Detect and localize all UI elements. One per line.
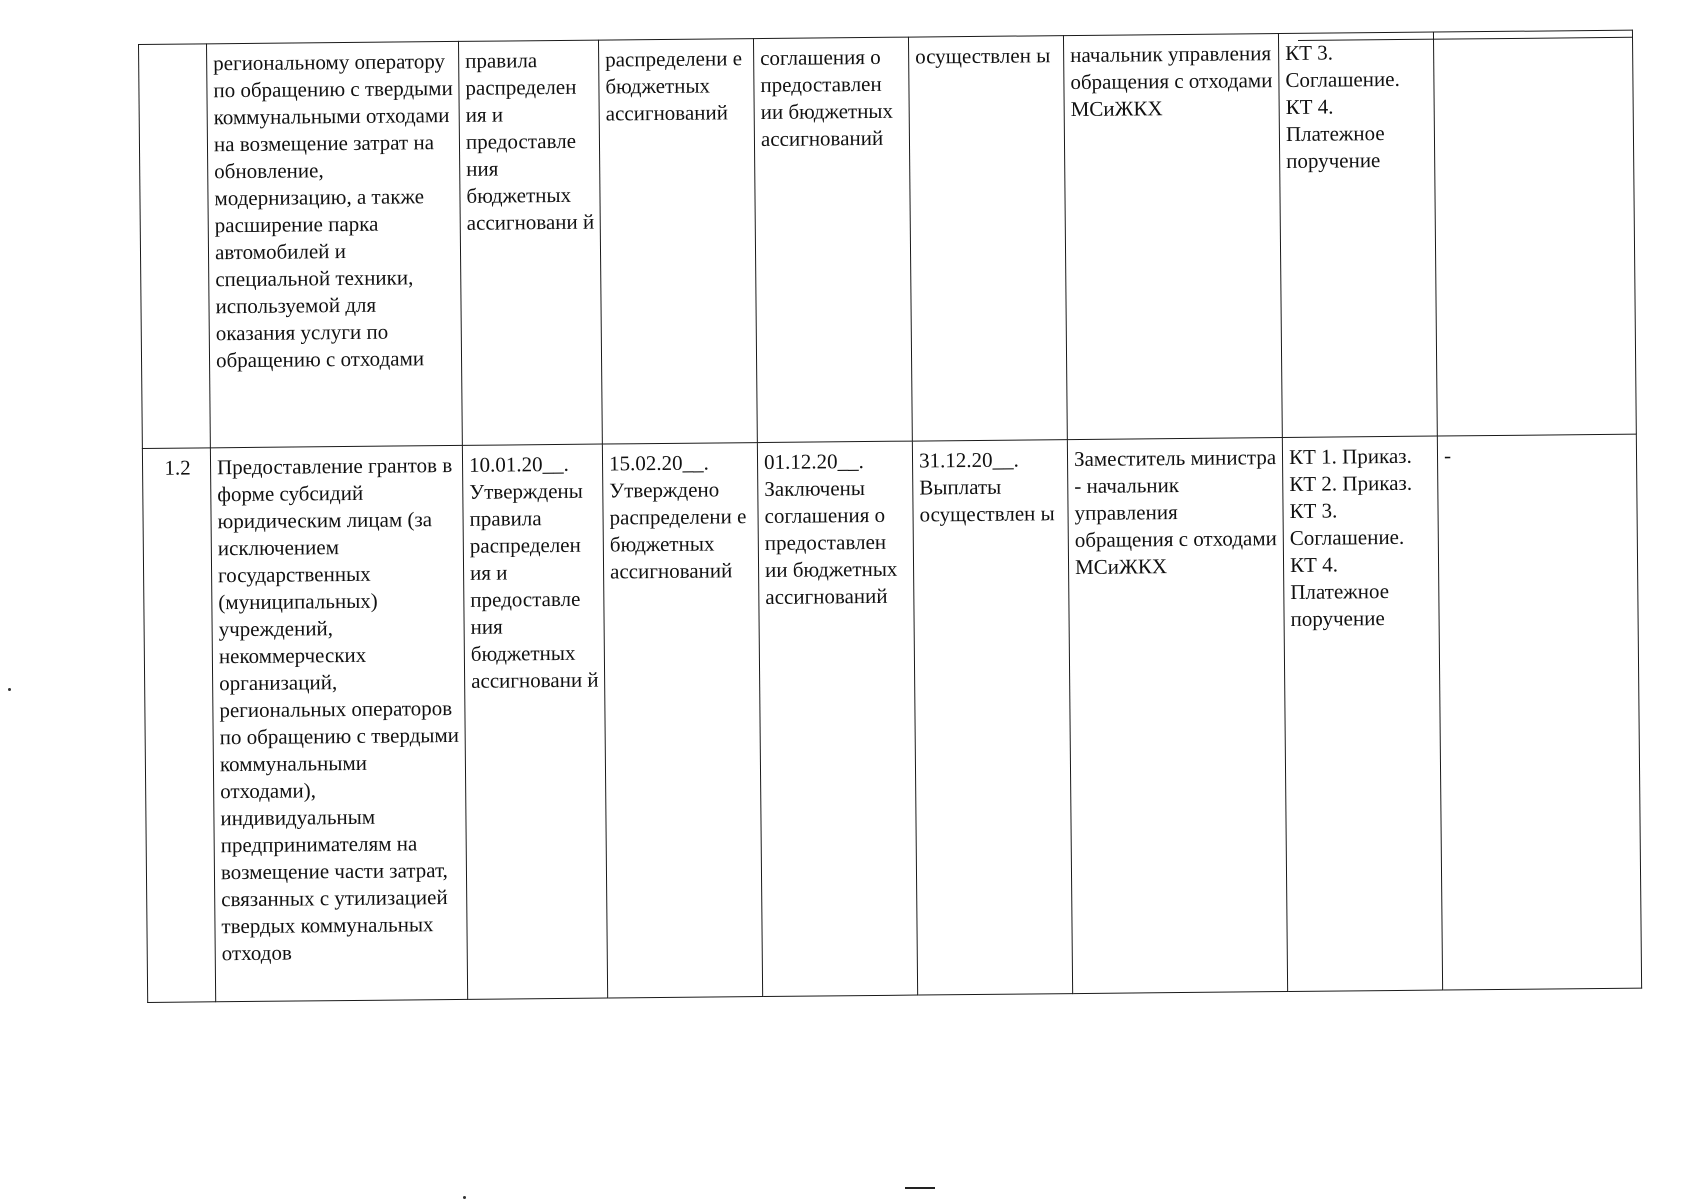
control-point-1-cell: правила распределен ия и предоставле ния бюджетных ассигновани й — [458, 40, 602, 445]
control-point-4-cell: 31.12.20__. Выплаты осуществлен ы — [912, 440, 1072, 995]
control-point-2-cell: распределени е бюджетных ассигнований — [598, 39, 757, 444]
responsible-cell: Заместитель министра - начальник управления обращения с отходами МСиЖКХ — [1067, 438, 1287, 994]
scan-speck — [463, 1196, 466, 1199]
control-point-3-cell: соглашения о предоставлен ии бюджетных ассигнований — [753, 37, 912, 442]
scan-speck — [8, 688, 11, 691]
control-point-4-cell: осуществлен ы — [908, 36, 1067, 441]
control-point-2-cell: 15.02.20__. Утверждено распределени е бюджетных ассигнований — [602, 443, 762, 998]
document-type-cell: КТ 3. Соглашение. КТ 4. Платежное поручение — [1278, 32, 1437, 437]
control-point-3-cell: 01.12.20__. Заключены соглашения о предоставлен ии бюджетных ассигнований — [757, 441, 917, 996]
row-number-cell: 1.2 — [142, 448, 215, 1003]
event-description-cell: Предоставление грантов в форме субсидий юридическим лицам (за исключением государственных (муниципальных) учреждений, некоммерческих организаций, региональных операторов по обращению с твердыми коммунальными отходами), индивидуальным предпринимателям на возмещение части затрат, связанных с утилизацией твердых коммунальных отходов — [210, 445, 467, 1001]
responsible-cell: начальник управления обращения с отходами МСиЖКХ — [1063, 34, 1282, 440]
row-number-cell — [139, 44, 211, 449]
table-row — [139, 30, 1637, 448]
table-row — [142, 434, 1641, 1002]
extra-cell — [1433, 30, 1636, 436]
table-wrapper — [138, 30, 1641, 1003]
event-description-cell: региональному оператору по обращению с твердыми коммунальными отходами на возмещение затрат на обновление, модернизацию, а также расширение парка автомобилей и специальной техники, используемой для оказания услуги по обращению с отходами — [207, 41, 463, 447]
control-point-1-cell: 10.01.20__. Утверждены правила распределен ия и предоставле ния бюджетных ассигновани й — [462, 444, 607, 999]
extra-cell: - — [1437, 434, 1641, 990]
page-footer-mark — [905, 1187, 935, 1189]
document-type-cell: КТ 1. Приказ. КТ 2. Приказ. КТ 3. Соглашение. КТ 4. Платежное поручение — [1282, 436, 1442, 991]
plan-table — [138, 30, 1642, 1003]
